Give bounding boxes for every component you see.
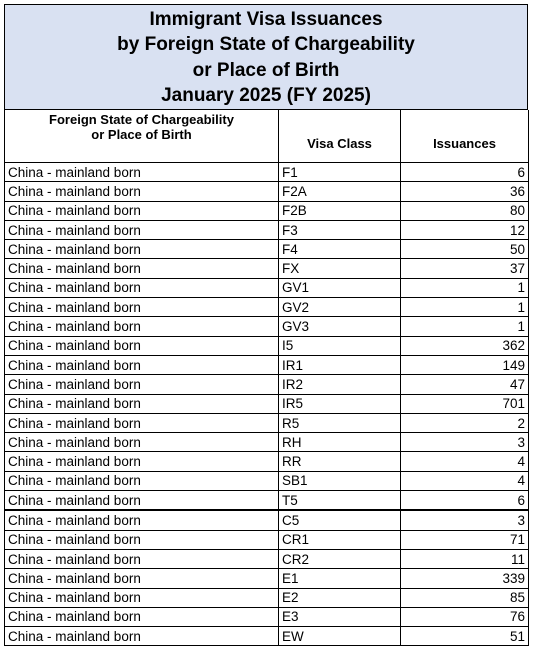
table-row	[5, 278, 529, 297]
table-row	[5, 394, 529, 413]
visa-class-cell: F1	[279, 163, 401, 182]
issuances-cell: 11	[401, 549, 529, 568]
state-cell: China - mainland born	[5, 163, 279, 182]
table-row	[5, 452, 529, 471]
visa-class-cell: FX	[279, 259, 401, 278]
table-row	[5, 627, 529, 646]
table-row	[5, 163, 529, 182]
issuances-cell: 4	[401, 452, 529, 471]
issuances-cell: 6	[401, 163, 529, 182]
issuances-cell: 3	[401, 433, 529, 452]
state-cell: China - mainland born	[5, 201, 279, 220]
visa-class-cell: SB1	[279, 471, 401, 490]
visa-class-cell: E3	[279, 607, 401, 626]
state-cell: China - mainland born	[5, 510, 279, 530]
table-row	[5, 549, 529, 568]
table-row	[5, 375, 529, 394]
visa-class-cell: F3	[279, 220, 401, 239]
visa-class-cell: GV2	[279, 298, 401, 317]
issuances-cell: 1	[401, 317, 529, 336]
state-cell: China - mainland born	[5, 375, 279, 394]
issuances-cell: 80	[401, 201, 529, 220]
table-row	[5, 530, 529, 549]
table-row	[5, 588, 529, 607]
issuances-cell: 76	[401, 607, 529, 626]
visa-class-cell: EW	[279, 627, 401, 646]
state-cell: China - mainland born	[5, 355, 279, 374]
table-row	[5, 510, 529, 530]
state-cell: China - mainland born	[5, 569, 279, 588]
visa-class-cell: R5	[279, 413, 401, 432]
state-cell: China - mainland born	[5, 317, 279, 336]
table-row	[5, 607, 529, 626]
issuances-cell: 362	[401, 336, 529, 355]
table-row	[5, 298, 529, 317]
issuances-cell: 701	[401, 394, 529, 413]
issuances-cell: 149	[401, 355, 529, 374]
header-issuances: Issuances	[401, 110, 529, 163]
table-row	[5, 317, 529, 336]
visa-class-cell: F2B	[279, 201, 401, 220]
issuances-table	[4, 110, 529, 646]
title-line-1: Immigrant Visa Issuances	[149, 8, 383, 30]
table-row	[5, 569, 529, 588]
table-row	[5, 259, 529, 278]
state-cell: China - mainland born	[5, 259, 279, 278]
table-row	[5, 182, 529, 201]
state-cell: China - mainland born	[5, 607, 279, 626]
header-state	[5, 110, 279, 163]
report-sheet	[4, 4, 528, 646]
visa-class-cell: CR1	[279, 530, 401, 549]
issuances-cell: 85	[401, 588, 529, 607]
state-cell: China - mainland born	[5, 182, 279, 201]
visa-class-cell: GV1	[279, 278, 401, 297]
visa-class-cell: C5	[279, 510, 401, 530]
state-cell: China - mainland born	[5, 220, 279, 239]
table-header-row	[5, 110, 529, 163]
visa-class-cell: T5	[279, 491, 401, 511]
issuances-cell: 47	[401, 375, 529, 394]
issuances-cell: 4	[401, 471, 529, 490]
state-cell: China - mainland born	[5, 394, 279, 413]
table-row	[5, 201, 529, 220]
table-row	[5, 491, 529, 511]
title-line-3: or Place of Birth	[192, 59, 340, 81]
visa-class-cell: RR	[279, 452, 401, 471]
visa-class-cell: I5	[279, 336, 401, 355]
visa-class-cell: IR1	[279, 355, 401, 374]
visa-class-cell: CR2	[279, 549, 401, 568]
issuances-cell: 51	[401, 627, 529, 646]
state-cell: China - mainland born	[5, 627, 279, 646]
visa-class-cell: F2A	[279, 182, 401, 201]
report-title-box	[4, 4, 528, 110]
issuances-cell: 1	[401, 298, 529, 317]
issuances-cell: 37	[401, 259, 529, 278]
state-cell: China - mainland born	[5, 298, 279, 317]
state-cell: China - mainland born	[5, 413, 279, 432]
table-row	[5, 240, 529, 259]
issuances-cell: 1	[401, 278, 529, 297]
state-cell: China - mainland born	[5, 433, 279, 452]
visa-class-cell: E2	[279, 588, 401, 607]
state-cell: China - mainland born	[5, 471, 279, 490]
issuances-cell: 12	[401, 220, 529, 239]
header-visa-class: Visa Class	[279, 110, 401, 163]
visa-class-cell: F4	[279, 240, 401, 259]
state-cell: China - mainland born	[5, 278, 279, 297]
table-row	[5, 413, 529, 432]
state-cell: China - mainland born	[5, 336, 279, 355]
table-row	[5, 336, 529, 355]
header-state-line-2: or Place of Birth	[91, 127, 192, 142]
table-row	[5, 220, 529, 239]
issuances-cell: 3	[401, 510, 529, 530]
table-row	[5, 433, 529, 452]
issuances-cell: 2	[401, 413, 529, 432]
issuances-cell: 50	[401, 240, 529, 259]
title-line-2: by Foreign State of Chargeability	[117, 34, 415, 55]
issuances-cell: 71	[401, 530, 529, 549]
state-cell: China - mainland born	[5, 530, 279, 549]
header-state-line-1: Foreign State of Chargeability	[49, 112, 234, 127]
issuances-cell: 339	[401, 569, 529, 588]
state-cell: China - mainland born	[5, 491, 279, 511]
visa-class-cell: IR5	[279, 394, 401, 413]
table-row	[5, 471, 529, 490]
state-cell: China - mainland born	[5, 588, 279, 607]
issuances-cell: 36	[401, 182, 529, 201]
visa-class-cell: RH	[279, 433, 401, 452]
visa-class-cell: IR2	[279, 375, 401, 394]
state-cell: China - mainland born	[5, 549, 279, 568]
issuances-cell: 6	[401, 491, 529, 511]
visa-class-cell: E1	[279, 569, 401, 588]
visa-class-cell: GV3	[279, 317, 401, 336]
state-cell: China - mainland born	[5, 452, 279, 471]
table-row	[5, 355, 529, 374]
table-body	[5, 163, 529, 646]
title-line-4: January 2025 (FY 2025)	[161, 85, 371, 106]
state-cell: China - mainland born	[5, 240, 279, 259]
